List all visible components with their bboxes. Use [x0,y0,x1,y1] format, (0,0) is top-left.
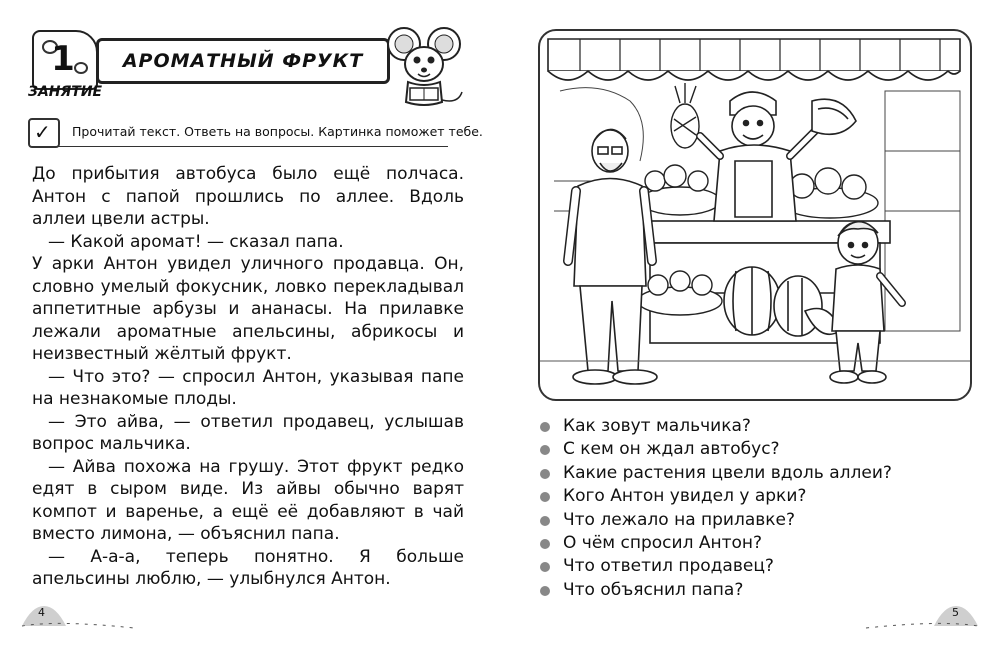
page-corner-right-icon [862,598,982,638]
task-instruction: Прочитай текст. Ответь на вопросы. Картинка поможет тебе. [72,124,483,139]
story-paragraph: — Это айва, — ответил продавец, услышав вопрос мальчика. [32,411,464,454]
page-number-right: 5 [952,606,959,619]
lesson-number: 1 [51,39,75,79]
page-number-left: 4 [38,606,45,619]
story-paragraph: — Айва похожа на грушу. Этот фрукт редко едят в сыром виде. Из айвы обычно варят компот и варенье, а ещё её добавляют в чай вместо лимона, — объяснил папа. [32,456,464,544]
story-paragraph: — А-а-а, теперь понятно. Я больше апельсины люблю, — улыбнулся Антон. [32,546,464,589]
story-paragraph: До прибытия автобуса было ещё полчаса. Антон с папой прошлись по аллее. Вдоль аллеи цвели астры. [32,164,464,229]
story-paragraph: У арки Антон увидел уличного продавца. Он, словно умелый фокусник, ловко перекладывал аппетитные арбузы и ананасы. На прилавке лежали ароматные апельсины, абрикосы и неизвестный жёлтый фрукт. [32,254,464,364]
page-title: АРОМАТНЫЙ ФРУКТ [122,50,364,72]
story-text [32,163,464,591]
question-item: О чём спросил Антон? [538,532,892,555]
question-item: Что объяснил папа? [538,579,892,602]
question-item: Что ответил продавец? [538,555,892,578]
check-icon: ✓ [34,120,51,144]
story-paragraph: — Какой аромат! — сказал папа. [48,231,344,252]
task-underline [58,146,448,147]
question-item: Как зовут мальчика? [538,415,892,438]
question-item: Кого Антон увидел у арки? [538,485,892,508]
questions-list [538,415,892,602]
fruit-stall-scene-icon [540,31,970,399]
question-item: С кем он ждал автобус? [538,438,892,461]
market-illustration [538,29,972,401]
lesson-word: ЗАНЯТИЕ [28,84,103,100]
title-banner [96,38,390,84]
question-item: Что лежало на прилавке? [538,509,892,532]
story-paragraph: — Что это? — спросил Антон, указывая папе на незнакомые плоды. [32,366,464,409]
page-corner-left-icon [18,598,138,638]
question-item: Какие растения цвели вдоль аллеи? [538,462,892,485]
mouse-mascot-icon [384,24,466,110]
task-checkbox [28,118,60,148]
